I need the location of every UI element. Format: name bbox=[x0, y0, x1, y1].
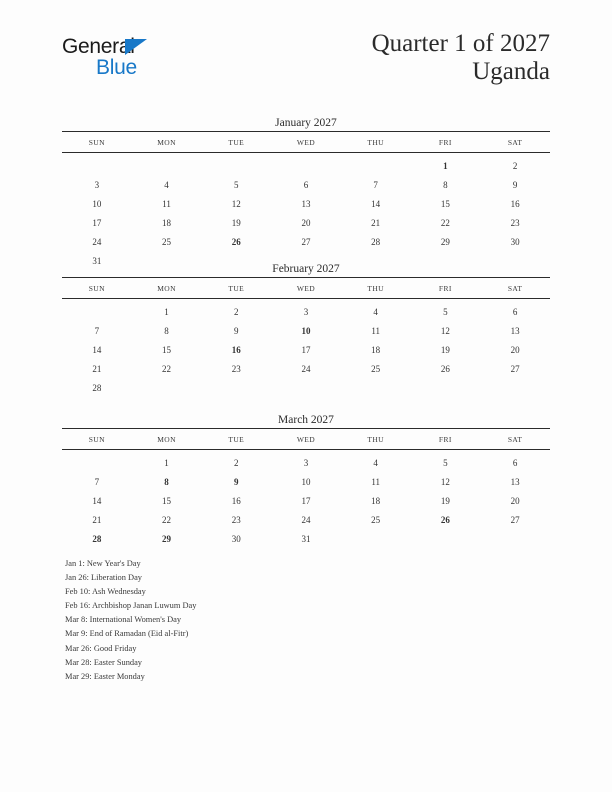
calendar-day-cell[interactable]: 2 bbox=[512, 160, 518, 171]
holiday-legend-item: Mar 28: Easter Sunday bbox=[65, 657, 142, 667]
holiday-legend-item: Mar 29: Easter Monday bbox=[65, 671, 145, 681]
calendar-day-empty bbox=[201, 153, 271, 176]
calendar-day-empty bbox=[62, 153, 132, 176]
calendar-day-cell[interactable]: 13 bbox=[301, 198, 311, 209]
calendar-day-cell[interactable]: 17 bbox=[301, 495, 311, 506]
calendar-week-row bbox=[62, 213, 550, 232]
calendar-day-cell[interactable]: 17 bbox=[92, 217, 102, 228]
calendar-day-cell[interactable]: 22 bbox=[162, 363, 172, 374]
weekday-header-tue: TUE bbox=[201, 429, 271, 450]
calendar-day-cell[interactable]: 19 bbox=[440, 344, 450, 355]
weekday-header-sun: SUN bbox=[62, 278, 132, 299]
calendar-day-cell[interactable]: 17 bbox=[301, 344, 311, 355]
calendar-day-cell[interactable]: 2 bbox=[234, 306, 239, 317]
calendar-day-cell[interactable]: 7 bbox=[94, 325, 100, 336]
calendar-day-cell[interactable]: 23 bbox=[231, 363, 241, 374]
calendar-week-row bbox=[62, 194, 550, 213]
calendar-week-row bbox=[62, 472, 550, 491]
calendar-day-cell[interactable]: 26 bbox=[231, 236, 241, 247]
triangle-icon bbox=[125, 39, 147, 55]
calendar-day-cell[interactable]: 5 bbox=[443, 306, 448, 317]
holiday-legend-item: Mar 9: End of Ramadan (Eid al-Fitr) bbox=[65, 629, 189, 639]
calendar-day-cell[interactable]: 2 bbox=[234, 457, 239, 468]
calendar-day-cell[interactable]: 15 bbox=[440, 198, 450, 209]
calendar-day-cell[interactable]: 6 bbox=[512, 457, 518, 468]
calendar-day-cell[interactable]: 1 bbox=[164, 306, 169, 317]
weekday-header-sun: SUN bbox=[62, 429, 132, 450]
calendar-week-row bbox=[62, 529, 550, 548]
weekday-header-fri: FRI bbox=[411, 132, 481, 153]
weekday-header-thu: THU bbox=[341, 278, 411, 299]
calendar-day-empty bbox=[341, 529, 411, 548]
calendar-day-cell[interactable]: 31 bbox=[301, 533, 311, 544]
calendar-day-cell[interactable]: 30 bbox=[231, 533, 241, 544]
calendar-day-cell[interactable]: 1 bbox=[443, 160, 448, 171]
calendar-day-empty bbox=[341, 153, 411, 176]
holiday-legend-item: Feb 10: Ash Wednesday bbox=[65, 587, 146, 597]
calendar-day-cell[interactable]: 14 bbox=[92, 344, 102, 355]
calendar-day-cell[interactable]: 15 bbox=[162, 344, 172, 355]
calendar-day-cell[interactable]: 13 bbox=[510, 325, 520, 336]
calendar-week-row bbox=[62, 450, 550, 473]
calendar-day-cell[interactable]: 12 bbox=[440, 476, 450, 487]
weekday-header-mon: MON bbox=[132, 429, 202, 450]
month-block-february bbox=[62, 261, 550, 397]
holiday-legend-item: Mar 8: International Women's Day bbox=[65, 615, 182, 625]
calendar-day-empty bbox=[62, 450, 132, 473]
calendar-day-cell[interactable]: 9 bbox=[512, 179, 518, 190]
country-subtitle: Uganda bbox=[472, 58, 550, 85]
weekday-header-wed: WED bbox=[271, 429, 341, 450]
weekday-header-sat: SAT bbox=[480, 429, 550, 450]
calendar-day-cell[interactable]: 29 bbox=[162, 533, 172, 544]
calendar-day-cell[interactable]: 14 bbox=[92, 495, 102, 506]
calendar-day-empty bbox=[132, 378, 202, 397]
calendar-table bbox=[62, 277, 550, 397]
calendar-day-cell[interactable]: 3 bbox=[94, 179, 100, 190]
calendar-day-empty bbox=[62, 299, 132, 322]
weekday-header-sun: SUN bbox=[62, 132, 132, 153]
calendar-day-cell[interactable]: 20 bbox=[301, 217, 311, 228]
weekday-header-tue: TUE bbox=[201, 278, 271, 299]
calendar-day-cell[interactable]: 11 bbox=[162, 198, 171, 209]
month-title: March 2027 bbox=[278, 414, 334, 426]
month-title: February 2027 bbox=[272, 263, 340, 275]
calendar-day-cell[interactable]: 18 bbox=[371, 495, 381, 506]
calendar-day-cell[interactable]: 11 bbox=[371, 476, 380, 487]
calendar-day-cell[interactable]: 16 bbox=[231, 495, 241, 506]
calendar-week-row bbox=[62, 153, 550, 176]
calendar-day-cell[interactable]: 12 bbox=[440, 325, 450, 336]
calendar-week-row bbox=[62, 340, 550, 359]
weekday-header-mon: MON bbox=[132, 132, 202, 153]
calendar-day-empty bbox=[411, 378, 481, 397]
holiday-legend-item: Jan 1: New Year's Day bbox=[65, 559, 141, 568]
calendar-day-cell[interactable]: 18 bbox=[371, 344, 381, 355]
calendar-day-empty bbox=[201, 378, 271, 397]
calendar-day-cell[interactable]: 9 bbox=[234, 325, 239, 336]
calendar-day-cell[interactable]: 12 bbox=[231, 198, 241, 209]
weekday-header-fri: FRI bbox=[411, 278, 481, 299]
calendar-day-empty bbox=[132, 153, 202, 176]
calendar-day-empty bbox=[271, 153, 341, 176]
calendar-day-cell[interactable]: 28 bbox=[92, 382, 102, 393]
calendar-day-cell[interactable]: 20 bbox=[510, 344, 520, 355]
calendar-day-cell[interactable]: 22 bbox=[162, 514, 172, 525]
calendar-day-cell[interactable]: 27 bbox=[510, 514, 520, 525]
calendar-body bbox=[62, 153, 550, 271]
brand-logo[interactable] bbox=[62, 36, 262, 88]
weekday-header-row bbox=[62, 132, 550, 153]
calendar-day-cell[interactable]: 21 bbox=[92, 363, 102, 374]
holiday-legend-item: Jan 26: Liberation Day bbox=[65, 573, 142, 583]
calendar-day-cell[interactable]: 5 bbox=[234, 179, 239, 190]
calendar-day-empty bbox=[480, 529, 550, 548]
calendar-day-cell[interactable]: 20 bbox=[510, 495, 520, 506]
calendar-day-cell[interactable]: 28 bbox=[92, 533, 102, 544]
calendar-day-cell[interactable]: 21 bbox=[92, 514, 102, 525]
calendar-day-empty bbox=[271, 378, 341, 397]
calendar-day-cell[interactable]: 5 bbox=[443, 457, 448, 468]
calendar-day-cell[interactable]: 3 bbox=[303, 306, 309, 317]
weekday-header-mon: MON bbox=[132, 278, 202, 299]
weekday-header-fri: FRI bbox=[411, 429, 481, 450]
calendar-day-cell[interactable]: 7 bbox=[94, 476, 100, 487]
calendar-table bbox=[62, 428, 550, 548]
calendar-week-row bbox=[62, 299, 550, 322]
calendar-day-cell[interactable]: 3 bbox=[303, 457, 309, 468]
weekday-header-wed: WED bbox=[271, 278, 341, 299]
calendar-day-cell[interactable]: 27 bbox=[301, 236, 311, 247]
calendar-day-cell[interactable]: 6 bbox=[303, 179, 309, 190]
calendar-week-row bbox=[62, 378, 550, 397]
calendar-day-empty bbox=[341, 378, 411, 397]
page-header bbox=[0, 0, 612, 110]
holiday-legend-item: Feb 16: Archbishop Janan Luwum Day bbox=[65, 601, 197, 611]
weekday-header-thu: THU bbox=[341, 132, 411, 153]
weekday-header-row bbox=[62, 429, 550, 450]
calendar-day-cell[interactable]: 10 bbox=[92, 198, 102, 209]
calendar-day-cell[interactable]: 24 bbox=[301, 363, 311, 374]
calendar-day-cell[interactable]: 4 bbox=[373, 306, 378, 317]
holiday-legend-item: Mar 26: Good Friday bbox=[65, 643, 137, 653]
calendar-day-cell[interactable]: 14 bbox=[371, 198, 381, 209]
calendar-body bbox=[62, 299, 550, 398]
calendar-day-cell[interactable]: 11 bbox=[371, 325, 380, 336]
calendar-table bbox=[62, 131, 550, 270]
calendar-week-row bbox=[62, 175, 550, 194]
calendar-day-cell[interactable]: 4 bbox=[373, 457, 378, 468]
calendar-day-cell[interactable]: 25 bbox=[162, 236, 172, 247]
weekday-header-thu: THU bbox=[341, 429, 411, 450]
weekday-header-row bbox=[62, 278, 550, 299]
calendar-day-cell[interactable]: 25 bbox=[371, 514, 381, 525]
calendar-week-row bbox=[62, 359, 550, 378]
month-title: January 2027 bbox=[275, 117, 337, 129]
calendar-day-cell[interactable]: 7 bbox=[373, 179, 378, 190]
calendar-week-row bbox=[62, 232, 550, 251]
calendar-day-cell[interactable]: 15 bbox=[162, 495, 172, 506]
calendar-day-cell[interactable]: 26 bbox=[440, 514, 450, 525]
weekday-header-wed: WED bbox=[271, 132, 341, 153]
calendar-day-cell[interactable]: 8 bbox=[164, 325, 169, 336]
calendar-day-cell[interactable]: 10 bbox=[301, 325, 311, 336]
calendar-day-cell[interactable]: 8 bbox=[443, 179, 448, 190]
calendar-day-cell[interactable]: 28 bbox=[371, 236, 381, 247]
calendar-day-cell[interactable]: 31 bbox=[92, 255, 102, 266]
calendar-day-cell[interactable]: 16 bbox=[231, 344, 241, 355]
calendar-day-cell[interactable]: 26 bbox=[440, 363, 450, 374]
calendar-day-cell[interactable]: 27 bbox=[510, 363, 520, 374]
weekday-header-tue: TUE bbox=[201, 132, 271, 153]
calendar-day-cell[interactable]: 19 bbox=[440, 495, 450, 506]
brand-name-general: General bbox=[62, 35, 135, 58]
calendar-day-cell[interactable]: 22 bbox=[440, 217, 450, 228]
calendar-body bbox=[62, 450, 550, 549]
month-block-january bbox=[62, 115, 550, 270]
calendar-day-cell[interactable]: 23 bbox=[510, 217, 520, 228]
calendar-day-cell[interactable]: 25 bbox=[371, 363, 381, 374]
calendar-day-cell[interactable]: 6 bbox=[512, 306, 518, 317]
month-block-march bbox=[62, 412, 550, 548]
calendar-day-cell[interactable]: 23 bbox=[231, 514, 241, 525]
calendar-day-cell[interactable]: 24 bbox=[301, 514, 311, 525]
calendar-day-cell[interactable]: 30 bbox=[510, 236, 520, 247]
calendar-day-cell[interactable]: 9 bbox=[234, 476, 239, 487]
calendar-day-cell[interactable]: 10 bbox=[301, 476, 311, 487]
brand-name-blue: Blue bbox=[96, 56, 137, 79]
calendar-day-cell[interactable]: 8 bbox=[164, 476, 169, 487]
weekday-header-sat: SAT bbox=[480, 132, 550, 153]
holiday-legend bbox=[65, 557, 505, 684]
calendar-week-row bbox=[62, 510, 550, 529]
calendar-week-row bbox=[62, 321, 550, 340]
calendar-day-cell[interactable]: 18 bbox=[162, 217, 172, 228]
calendar-day-cell[interactable]: 21 bbox=[371, 217, 381, 228]
quarter-title: Quarter 1 of 2027 bbox=[371, 30, 550, 57]
calendar-day-cell[interactable]: 19 bbox=[231, 217, 241, 228]
calendar-day-cell[interactable]: 16 bbox=[510, 198, 520, 209]
calendar-day-cell[interactable]: 29 bbox=[440, 236, 450, 247]
calendar-day-empty bbox=[411, 529, 481, 548]
weekday-header-sat: SAT bbox=[480, 278, 550, 299]
calendar-day-cell[interactable]: 1 bbox=[164, 457, 169, 468]
calendar-day-cell[interactable]: 13 bbox=[510, 476, 520, 487]
calendar-day-cell[interactable]: 24 bbox=[92, 236, 102, 247]
calendar-day-empty bbox=[480, 378, 550, 397]
page-title bbox=[372, 30, 550, 86]
calendar-day-cell[interactable]: 4 bbox=[164, 179, 169, 190]
calendar-week-row bbox=[62, 491, 550, 510]
